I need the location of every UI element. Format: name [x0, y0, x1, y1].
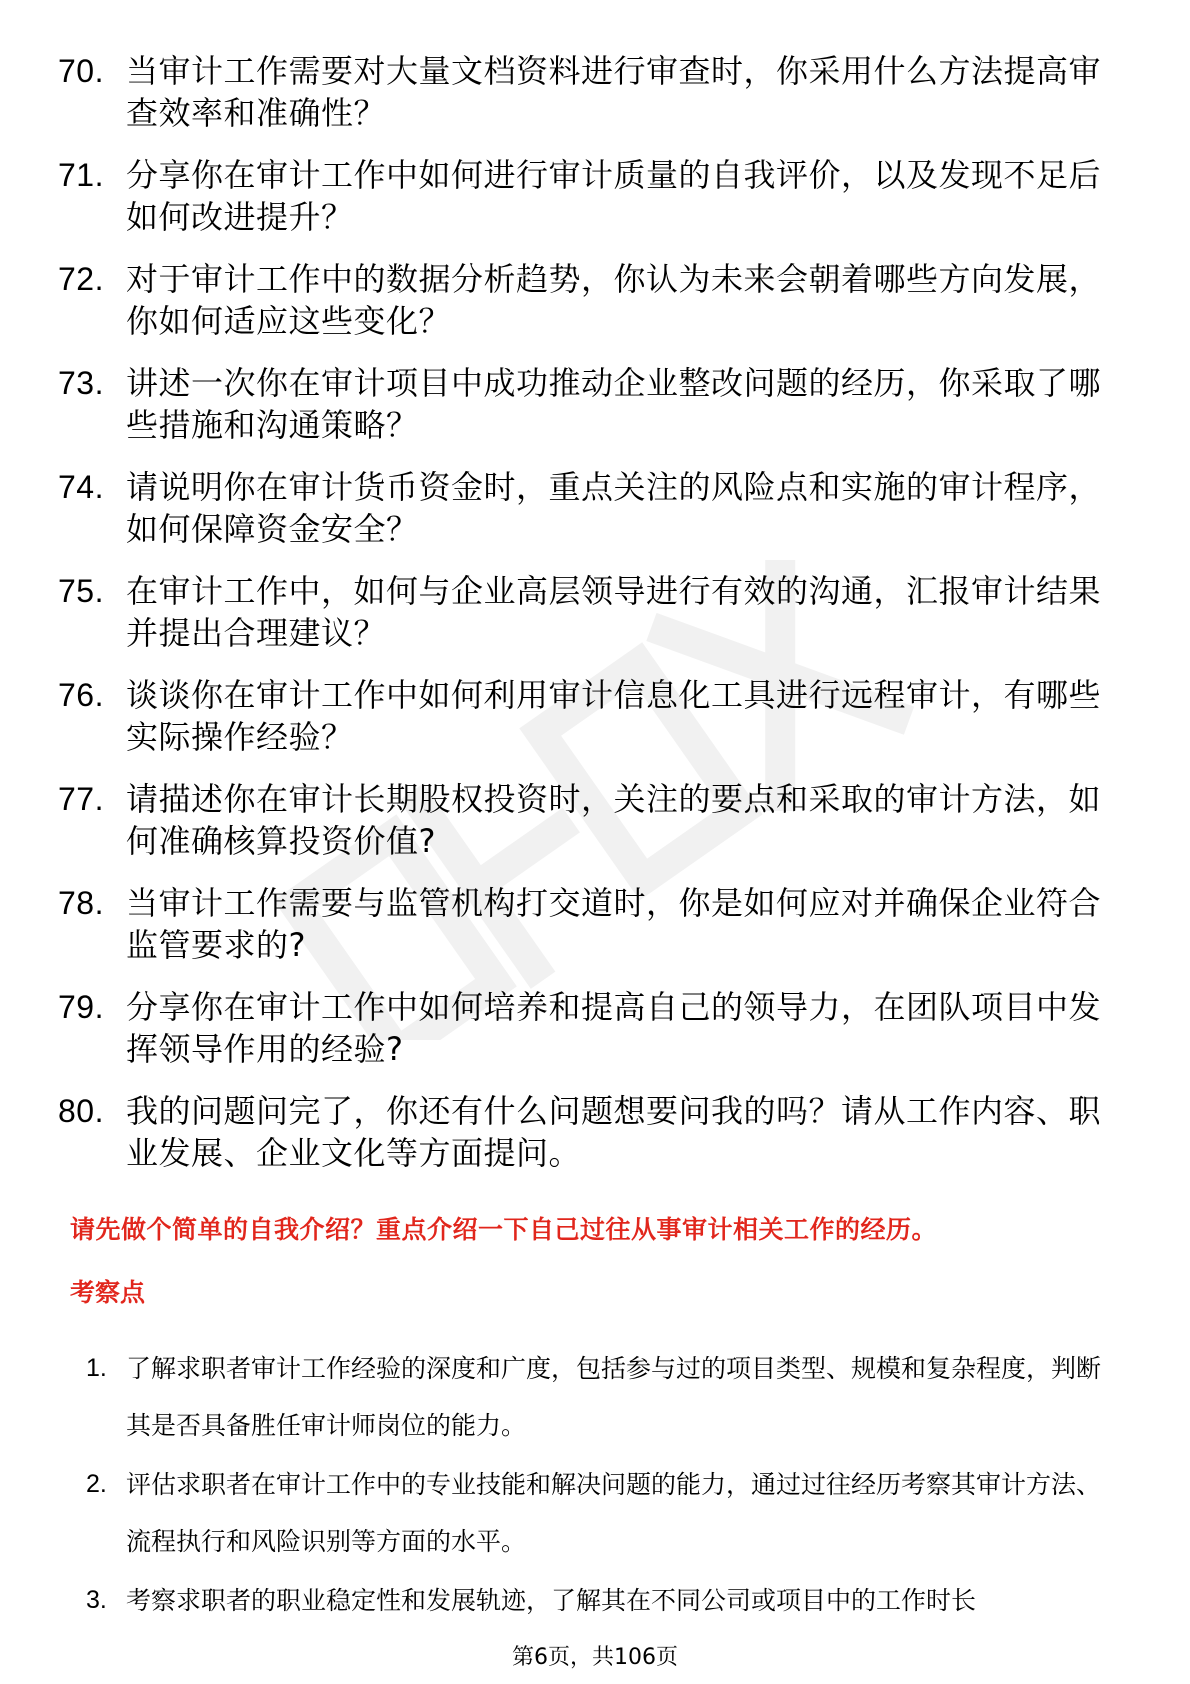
list-item [86, 1340, 1116, 1454]
item-number: 3. [86, 1586, 107, 1614]
item-text: 对于审计工作中的数据分析趋势，你认为未来会朝着哪些方向发展，你如何适应这些变化？ [126, 260, 1102, 340]
list-item [86, 1572, 1116, 1629]
question-list [58, 50, 1118, 1194]
list-item [58, 674, 1118, 758]
item-number: 71. [58, 157, 104, 193]
item-text: 分享你在审计工作中如何培养和提高自己的领导力，在团队项目中发挥领导作用的经验? [126, 988, 1102, 1068]
list-item [86, 1456, 1116, 1570]
item-number: 76. [58, 677, 104, 713]
item-text: 分享你在审计工作中如何进行审计质量的自我评价，以及发现不足后如何改进提升？ [126, 156, 1102, 236]
list-item [58, 882, 1118, 966]
list-item [58, 154, 1118, 238]
list-item [58, 50, 1118, 134]
item-number: 78. [58, 885, 104, 921]
item-text: 请描述你在审计长期股权投资时，关注的要点和采取的审计方法，如何准确核算投资价值? [126, 780, 1102, 860]
item-number: 80. [58, 1093, 104, 1129]
list-item [58, 466, 1118, 550]
list-item [58, 778, 1118, 862]
item-number: 75. [58, 573, 104, 609]
item-number: 79. [58, 989, 104, 1025]
list-item [58, 258, 1118, 342]
item-text: 评估求职者在审计工作中的专业技能和解决问题的能力，通过过往经历考察其审计方法、流程执行和风险识别等方面的水平。 [126, 1470, 1102, 1556]
item-number: 74. [58, 469, 104, 505]
item-number: 70. [58, 53, 104, 89]
item-text: 当审计工作需要与监管机构打交道时，你是如何应对并确保企业符合监管要求的? [126, 884, 1102, 964]
item-number: 72. [58, 261, 104, 297]
item-number: 73. [58, 365, 104, 401]
item-text: 了解求职者审计工作经验的深度和广度，包括参与过的项目类型、规模和复杂程度，判断其是否具备胜任审计师岗位的能力。 [126, 1354, 1102, 1440]
item-text: 在审计工作中，如何与企业高层领导进行有效的沟通，汇报审计结果并提出合理建议？ [126, 572, 1102, 652]
item-number: 2. [86, 1470, 107, 1498]
list-item [58, 986, 1118, 1070]
section-label: 考察点 [70, 1278, 146, 1307]
item-text: 谈谈你在审计工作中如何利用审计信息化工具进行远程审计，有哪些实际操作经验？ [126, 676, 1102, 756]
page-footer: 第6页，共106页 [512, 1645, 678, 1670]
list-item [58, 1090, 1118, 1174]
item-number: 1. [86, 1354, 107, 1382]
item-text: 当审计工作需要对大量文档资料进行审查时，你采用什么方法提高审查效率和准确性？ [126, 52, 1102, 132]
item-text: 讲述一次你在审计项目中成功推动企业整改问题的经历，你采取了哪些措施和沟通策略？ [126, 364, 1102, 444]
list-item [58, 570, 1118, 654]
highlight-question: 请先做个简单的自我介绍？重点介绍一下自己过往从事审计相关工作的经历。 [70, 1215, 938, 1244]
item-number: 77. [58, 781, 104, 817]
list-item [58, 362, 1118, 446]
item-text: 请说明你在审计货币资金时，重点关注的风险点和实施的审计程序，如何保障资金安全？ [126, 468, 1102, 548]
item-text: 考察求职者的职业稳定性和发展轨迹，了解其在不同公司或项目中的工作时长 [126, 1586, 977, 1615]
assessment-points-list [86, 1340, 1116, 1631]
item-text: 我的问题问完了，你还有什么问题想要问我的吗？请从工作内容、职业发展、企业文化等方面提问。 [126, 1092, 1102, 1172]
